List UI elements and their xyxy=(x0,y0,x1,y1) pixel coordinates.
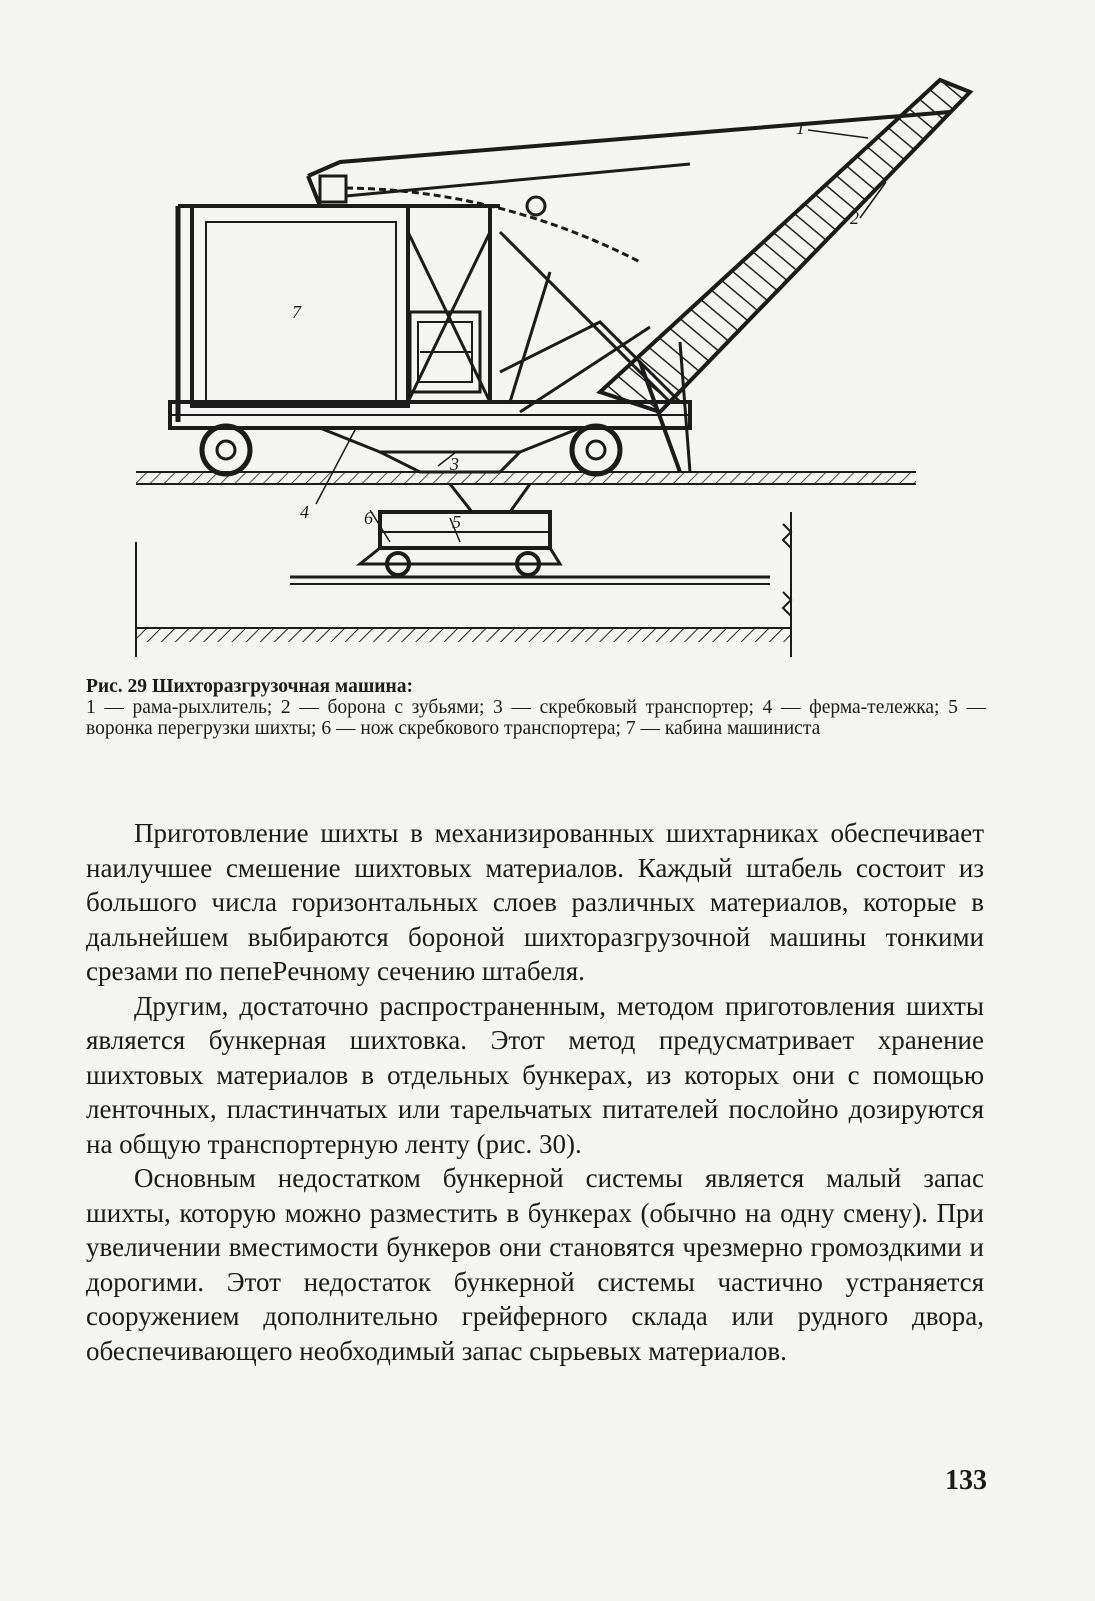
harrow-with-teeth xyxy=(600,80,970,472)
page-number: 133 xyxy=(945,1465,987,1496)
paragraph-3: Основным недостатком бункерной системы является малый запас шихты, которую можно разместить в бункерах (обычно на одну смену). При увеличении вместимости бункеров они становятся чрезмерно громоздкими и дорогими. Этот недостаток бункерной системы частично устраняется сооружением дополнительно грейферного склада или рудного двора, обеспечивающего необходимый запас сырьевых материалов. xyxy=(86,1163,984,1366)
caption-legend: 1 — рама-рыхлитель; 2 — борона с зубьями; 3 — скребковый транспортер; 4 — ферма-тележка; 5 — воронка перегрузки шихты; 6 — нож скребкового транспортера; 7 — кабина машиниста xyxy=(86,697,986,739)
figure-caption xyxy=(86,676,986,739)
part-number-2: 2 xyxy=(850,208,859,228)
machine-wheels xyxy=(202,426,620,575)
caption-label: Рис. 29 xyxy=(86,676,148,697)
part-number-labels xyxy=(292,118,859,532)
part-number-6: 6 xyxy=(364,508,373,528)
machine-figure xyxy=(80,72,1000,670)
caption-title: Шихторазгрузочная машина: xyxy=(151,676,413,697)
paragraph-2: Другим, достаточно распространенным, методом приготовления шихты является бункерная шихтовка. Этот метод предусматривает хранение шихтовых материалов в отдельных бункерах, из которых они с помощью ленточных, пластинчатых или тарельчатых питателей послойно дозируются на общую транспортерную ленту (рис. 30). xyxy=(86,990,984,1159)
caption-heading xyxy=(86,676,986,697)
body-text xyxy=(86,816,984,1368)
part-number-4: 4 xyxy=(300,502,309,522)
part-number-3: 3 xyxy=(450,454,459,474)
part-number-5: 5 xyxy=(452,512,461,532)
part-number-7: 7 xyxy=(292,302,301,322)
part-number-1: 1 xyxy=(796,118,805,138)
paragraph-1: Приготовление шихты в механизированных шихтарниках обеспечивает наилучшее смешение шихтовых материалов. Каждый штабель состоит из большого числа горизонтальных слоев различных материалов, которые в дальнейшем выбираются бороной шихторазгрузочной машины тонкими срезами по пепеPечному сечению штабеля. xyxy=(86,818,984,986)
unloading-machine-drawing xyxy=(80,72,1000,670)
